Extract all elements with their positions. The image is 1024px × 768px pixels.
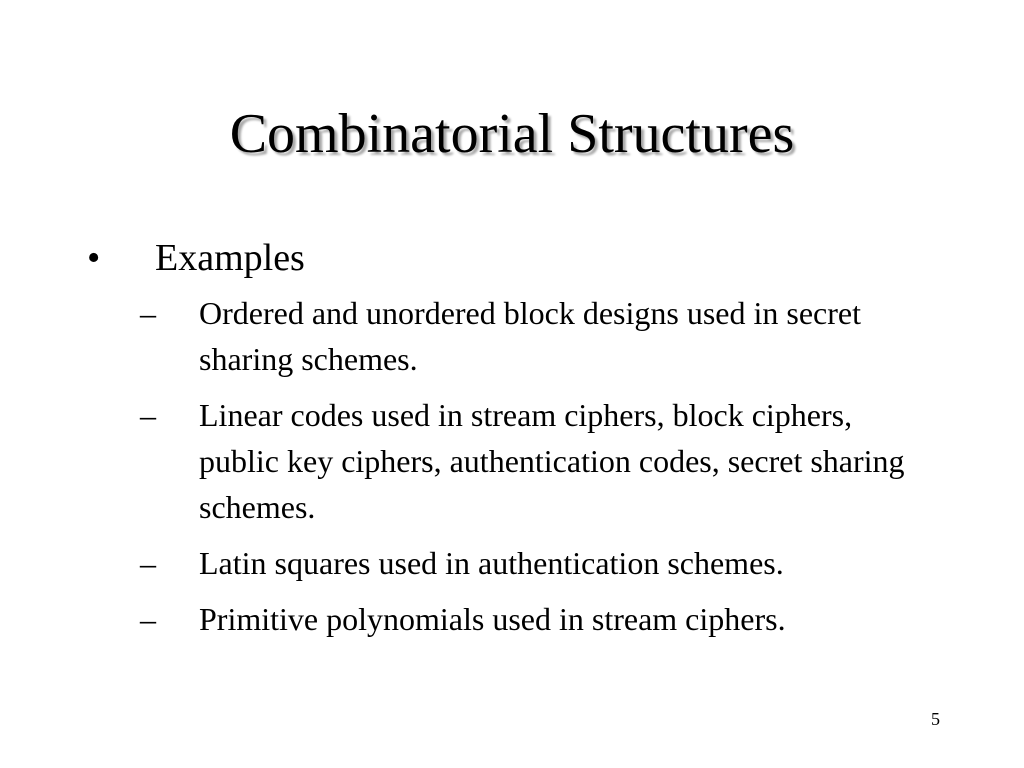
dash-icon: – xyxy=(140,545,156,581)
slide-content xyxy=(0,228,1024,652)
dash-icon: – xyxy=(140,295,156,331)
sub-bullet-text: Latin squares used in authentication schemes. xyxy=(199,545,784,581)
sub-bullet-text: Primitive polynomials used in stream ciphers. xyxy=(199,601,786,637)
bullet-icon: • xyxy=(87,237,101,279)
sub-bullet-text: Ordered and unordered block designs used in secret sharing schemes. xyxy=(199,295,861,377)
bullet-item-examples xyxy=(0,228,1024,290)
sub-bullet-item xyxy=(0,392,1024,530)
slide-title: Combinatorial Structures xyxy=(229,103,795,165)
dash-icon: – xyxy=(140,601,156,637)
page-number: 5 xyxy=(931,709,940,729)
sub-bullet-item xyxy=(0,290,1024,382)
sub-bullet-list xyxy=(0,290,1024,642)
sub-bullet-text: Linear codes used in stream ciphers, block ciphers, public key ciphers, authentication codes, secret sharing schemes. xyxy=(199,397,905,525)
sub-bullet-item xyxy=(0,540,1024,586)
bullet-text: Examples xyxy=(155,237,305,279)
sub-bullet-item xyxy=(0,596,1024,642)
dash-icon: – xyxy=(140,397,156,433)
